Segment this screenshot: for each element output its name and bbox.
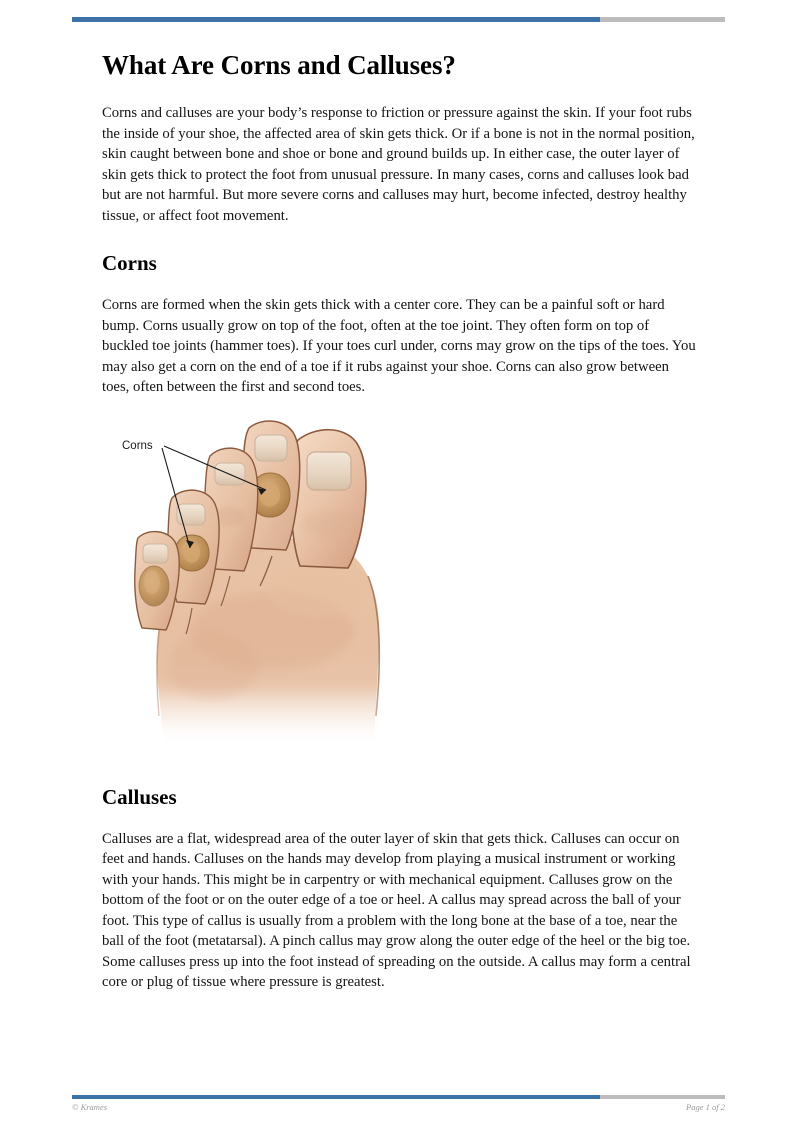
document-content bbox=[102, 50, 698, 993]
section-paragraph-calluses: Calluses are a flat, widespread area of the outer layer of skin that gets thick. Calluses can occur on feet and hands. Calluses on the hands may develop from playing a musical instrument or working with your hands. This might be in carpentry or with mechanical equipment. Calluses grow on the bottom of the foot or on the outer edge of a toe or heel. A callus may spread across the ball of your foot. This type of callus is usually from a problem with the long bone at the base of a toe, near the ball of the foot (metatarsal). A pinch callus may grow along the outer edge of the heel or the big toe. Some calluses press up into the foot instead of spreading on the outside. A callus may form a central core or plug of tissue where pressure is greatest. bbox=[102, 830, 691, 991]
arch-shading bbox=[166, 632, 258, 700]
big-toe-shading bbox=[302, 510, 358, 538]
footer-page-indicator: Page 1 of 2 bbox=[686, 1102, 725, 1112]
corns-callout-label: Corns bbox=[122, 439, 153, 452]
corn-core bbox=[183, 543, 200, 562]
header-rule-gray-segment bbox=[600, 17, 725, 22]
header-rule-blue-segment bbox=[72, 17, 600, 22]
spacer bbox=[102, 398, 698, 416]
ball-shading bbox=[269, 565, 365, 617]
big-toe bbox=[291, 429, 366, 567]
little-toe-nail bbox=[143, 544, 168, 563]
footer-rule bbox=[72, 1095, 725, 1099]
section-heading-calluses: Calluses bbox=[102, 784, 177, 809]
big-toe-nail bbox=[307, 452, 351, 490]
header-rule bbox=[72, 17, 725, 22]
footer-rule-blue-segment bbox=[72, 1095, 600, 1099]
footer-rule-gray-segment bbox=[600, 1095, 725, 1099]
foot-corns-illustration bbox=[102, 416, 698, 786]
foot-illustration-svg bbox=[102, 416, 698, 786]
little-toe-patch-core bbox=[144, 570, 160, 594]
second-toe-nail bbox=[255, 435, 287, 461]
big-toe-shape bbox=[291, 429, 366, 567]
spacer bbox=[102, 226, 698, 252]
footer-copyright: © Krames bbox=[72, 1102, 108, 1112]
corn-core bbox=[260, 483, 280, 506]
fourth-toe-nail bbox=[177, 504, 205, 525]
section-heading-corns: Corns bbox=[102, 251, 157, 276]
intro-paragraph: Corns and calluses are your body’s response to friction or pressure against the skin. If your foot rubs the inside of your shoe, the affected area of skin gets thick. Or if a bone is not in the normal position, skin caught between bone and shoe or bone and ground builds up. In either case, the outer layer of skin gets thick to protect the foot from unusual pressure. In many cases, corns and calluses look bad but are not harmful. But more severe corns and calluses may hurt, become infected, destroy healthy tissue, or affect foot movement. bbox=[102, 105, 695, 224]
page-title: What Are Corns and Calluses? bbox=[102, 50, 456, 80]
section-paragraph-corns: Corns are formed when the skin gets thick with a center core. They can be a painful soft or hard bump. Corns usually grow on top of the foot, often at the toe joint. They often form on top of buckled toe joints (hammer toes). If your toes curl under, corns may grow on the tips of the toes. You may also get a corn on the end of a toe if it rubs against your shoe. Corns can also grow between toes, often between the first and second toes. bbox=[102, 297, 696, 396]
